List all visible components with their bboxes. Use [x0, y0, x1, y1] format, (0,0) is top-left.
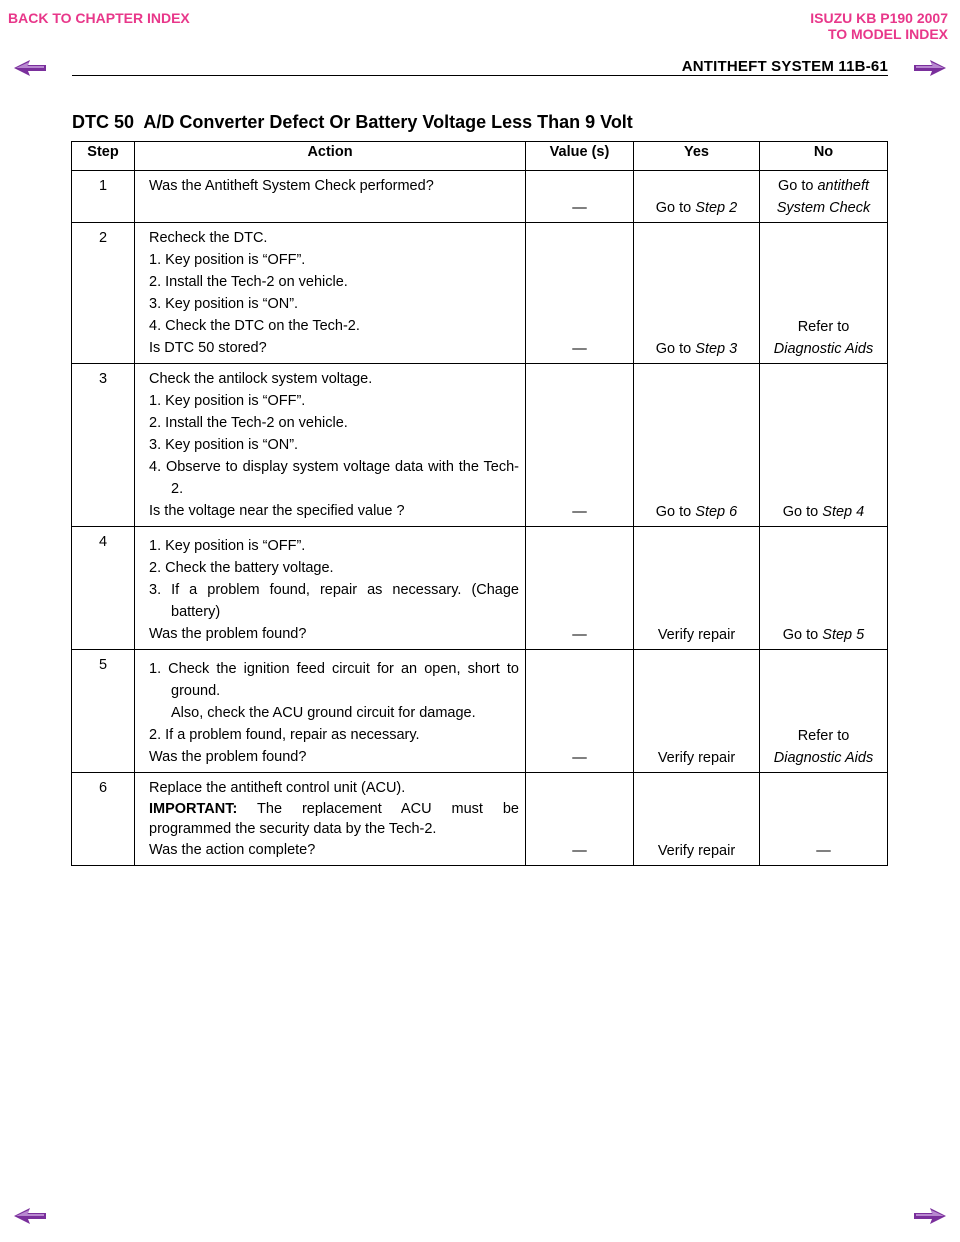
yes-step-link: Step 3	[695, 341, 738, 357]
value-cell: —	[526, 527, 634, 650]
no-step-link: Step 5	[822, 627, 865, 643]
header-divider	[72, 75, 888, 76]
no-cell	[760, 527, 888, 650]
no-ref-line1: Refer to	[797, 728, 850, 744]
table-row	[72, 773, 888, 866]
yes-step-link: Step 6	[695, 504, 738, 520]
action-intro: Recheck the DTC.	[149, 230, 268, 246]
action-substep: 2. If a problem found, repair as necessary.	[149, 727, 420, 743]
yes-prefix: Go to	[655, 341, 696, 357]
step-number: 1	[72, 171, 135, 223]
no-cell	[760, 364, 888, 527]
no-cell: —	[760, 773, 888, 866]
action-substep: 1. Check the ignition feed circuit for an open, short to ground.	[149, 661, 519, 699]
no-ref-line2: Diagnostic Aids	[773, 341, 874, 357]
action-substep: 3. Key position is “ON”.	[149, 437, 299, 453]
header-action: Action	[135, 142, 526, 171]
yes-cell	[634, 171, 760, 223]
dtc-title: DTC 50 A/D Converter Defect Or Battery Voltage Less Than 9 Volt	[72, 112, 633, 132]
action-substep: 3. If a problem found, repair as necessary. (Chage battery)	[149, 582, 519, 620]
action-substep: 4. Observe to display system voltage data with the Tech-2.	[149, 459, 519, 497]
action-intro: Check the antilock system voltage.	[149, 371, 373, 387]
action-substep: 1. Key position is “OFF”.	[149, 393, 306, 409]
action-text: Was the Antitheft System Check performed?	[149, 178, 434, 194]
table-row	[72, 364, 888, 527]
action-substep: 2. Install the Tech-2 on vehicle.	[149, 274, 348, 290]
action-substep: 4. Check the DTC on the Tech-2.	[149, 318, 360, 334]
next-page-arrow-bottom-icon[interactable]	[912, 1206, 948, 1226]
no-prefix: Go to	[777, 178, 818, 194]
important-text: The replacement ACU must be programmed the security data by the Tech-2.	[149, 801, 519, 837]
step-number: 5	[72, 650, 135, 773]
step-number: 3	[72, 364, 135, 527]
yes-cell: Verify repair	[634, 650, 760, 773]
yes-step-link: Step 2	[695, 200, 738, 216]
no-cell	[760, 223, 888, 364]
no-ref-line2: System Check	[776, 200, 871, 216]
important-label: IMPORTANT:	[149, 801, 238, 817]
action-intro: Replace the antitheft control unit (ACU).	[149, 780, 406, 796]
action-question: Is the voltage near the specified value ?	[149, 503, 405, 519]
action-question: Was the problem found?	[149, 626, 307, 642]
value-cell: —	[526, 364, 634, 527]
value-cell: —	[526, 773, 634, 866]
action-cell	[135, 527, 526, 650]
action-cell	[135, 364, 526, 527]
action-substep: 2. Check the battery voltage.	[149, 560, 334, 576]
action-substep-continued: Also, check the ACU ground circuit for damage.	[171, 705, 476, 721]
no-ref-line1: antitheft	[817, 178, 870, 194]
header-step: Step	[72, 142, 135, 171]
section-header-title: ANTITHEFT SYSTEM 11B-61	[681, 58, 888, 75]
action-substep: 3. Key position is “ON”.	[149, 296, 299, 312]
value-cell: —	[526, 650, 634, 773]
diagnostic-table	[71, 141, 888, 866]
action-question: Was the problem found?	[149, 749, 307, 765]
value-cell: —	[526, 223, 634, 364]
back-to-chapter-index-link[interactable]: BACK TO CHAPTER INDEX	[8, 10, 190, 26]
action-question: Was the action complete?	[149, 842, 316, 858]
step-number: 6	[72, 773, 135, 866]
model-index-block	[810, 10, 948, 42]
step-number: 2	[72, 223, 135, 364]
action-question: Is DTC 50 stored?	[149, 340, 267, 356]
yes-cell	[634, 364, 760, 527]
to-model-index-link[interactable]: TO MODEL INDEX	[827, 26, 948, 42]
action-cell	[135, 773, 526, 866]
no-ref-line2: Diagnostic Aids	[773, 750, 874, 766]
action-cell	[135, 650, 526, 773]
table-row	[72, 650, 888, 773]
action-cell	[135, 223, 526, 364]
table-row	[72, 223, 888, 364]
header-no: No	[760, 142, 888, 171]
previous-page-arrow-bottom-icon[interactable]	[12, 1206, 48, 1226]
step-number: 4	[72, 527, 135, 650]
model-name-link[interactable]: ISUZU KB P190 2007	[810, 10, 948, 26]
value-cell: —	[526, 171, 634, 223]
yes-prefix: Go to	[655, 504, 696, 520]
action-substep: 1. Key position is “OFF”.	[149, 538, 306, 554]
header-value: Value (s)	[526, 142, 634, 171]
table-row	[72, 171, 888, 223]
no-prefix: Go to	[782, 627, 823, 643]
yes-cell: Verify repair	[634, 527, 760, 650]
yes-cell	[634, 223, 760, 364]
action-substep: 2. Install the Tech-2 on vehicle.	[149, 415, 348, 431]
yes-prefix: Go to	[655, 200, 696, 216]
header-yes: Yes	[634, 142, 760, 171]
table-header-row	[72, 142, 888, 171]
no-step-link: Step 4	[822, 504, 865, 520]
action-cell	[135, 171, 526, 223]
action-substep: 1. Key position is “OFF”.	[149, 252, 306, 268]
previous-page-arrow-icon[interactable]	[12, 58, 48, 78]
no-cell	[760, 171, 888, 223]
next-page-arrow-icon[interactable]	[912, 58, 948, 78]
important-note	[149, 799, 519, 839]
table-row	[72, 527, 888, 650]
no-ref-line1: Refer to	[797, 319, 850, 335]
no-cell	[760, 650, 888, 773]
yes-cell: Verify repair	[634, 773, 760, 866]
no-prefix: Go to	[782, 504, 823, 520]
